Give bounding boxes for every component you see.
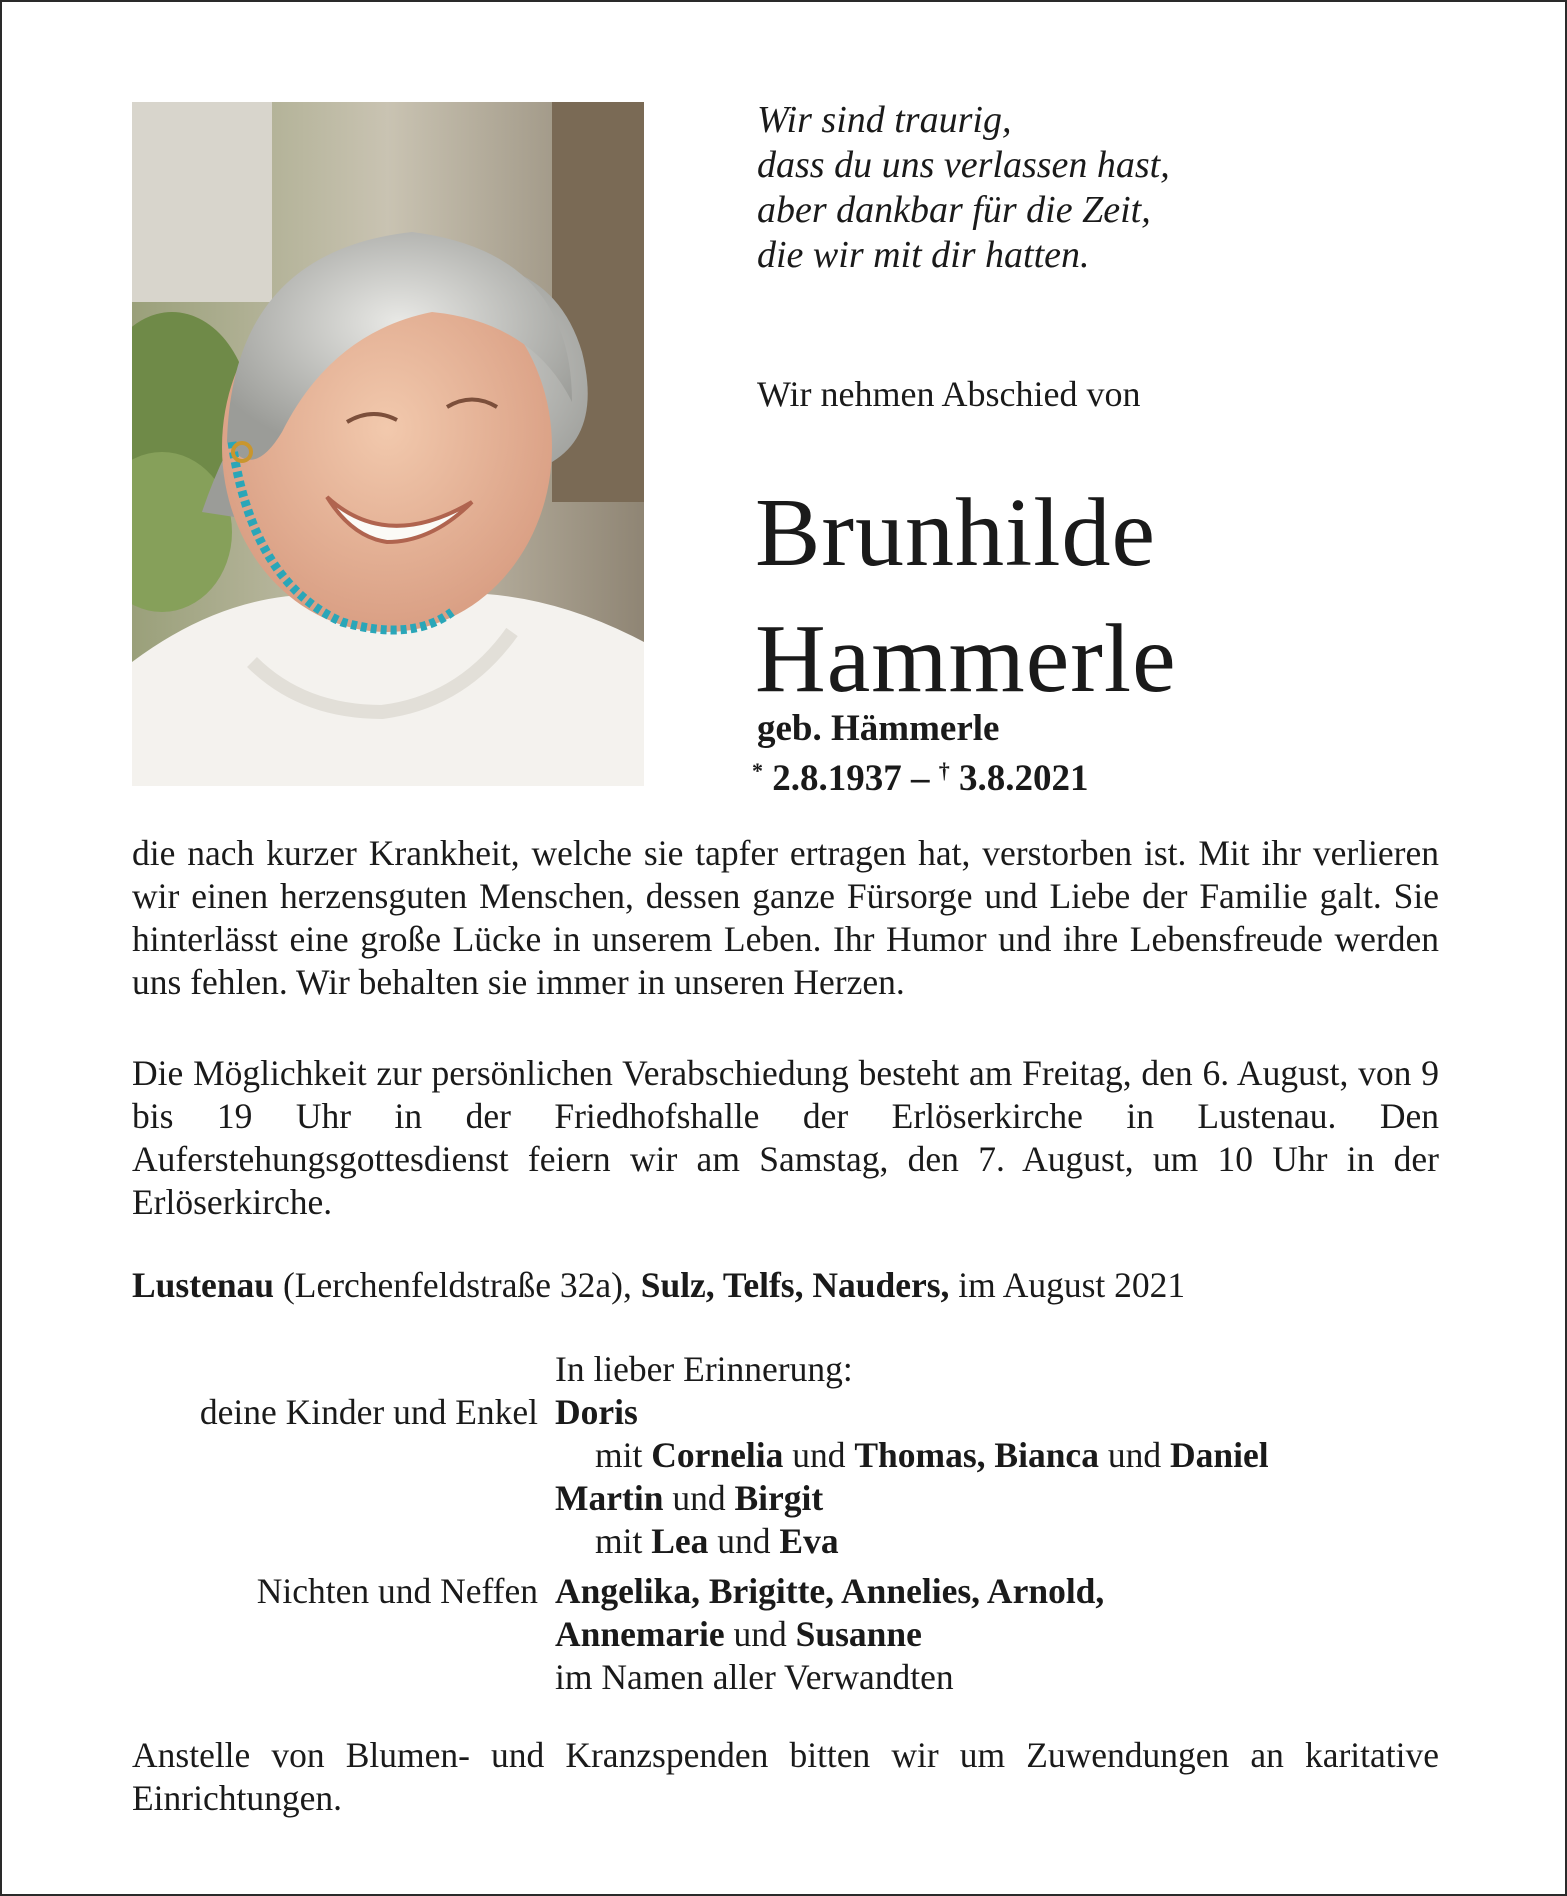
memorial-quote bbox=[757, 98, 1170, 278]
signature-heading: In lieber Erinnerung: bbox=[555, 1349, 853, 1389]
name: Annemarie bbox=[555, 1614, 725, 1654]
name: Lea bbox=[651, 1521, 709, 1561]
quote-line: die wir mit dir hatten. bbox=[757, 234, 1090, 276]
place-and-date bbox=[132, 1264, 1185, 1307]
conjunction: mit bbox=[595, 1435, 652, 1475]
farewell-details-paragraph: Die Möglichkeit zur persönlichen Verabschiedung besteht am Freitag, den 6. August, von 9 bis 19 Uhr in der Friedhofshalle der Erlöserkirche in Lustenau. Den Auferstehungsgottesdienst feiern wir am Samstag, den 7. August, um 10 Uhr in der Erlöserkirche. bbox=[132, 1053, 1439, 1222]
donation-request: Anstelle von Blumen- und Kranzspenden bitten wir um Zuwendungen an karitative Einrichtungen. bbox=[132, 1735, 1439, 1818]
farewell-intro: Wir nehmen Abschied von bbox=[757, 374, 1141, 414]
name: Daniel bbox=[1169, 1435, 1269, 1475]
address: (Lerchenfeldstraße 32a), bbox=[274, 1265, 641, 1305]
signature-line bbox=[555, 1570, 1104, 1613]
date-line: im August 2021 bbox=[949, 1265, 1186, 1305]
portrait-photo bbox=[132, 102, 644, 786]
conjunction: und bbox=[1098, 1435, 1170, 1475]
name: Thomas, Bianca bbox=[854, 1435, 1099, 1475]
quote-line: Wir sind traurig, bbox=[757, 99, 1012, 141]
signature-line bbox=[555, 1391, 638, 1434]
nieces-label: Nichten und Neffen bbox=[256, 1571, 538, 1611]
name: Doris bbox=[555, 1392, 638, 1432]
signature-line bbox=[555, 1613, 922, 1656]
name: Eva bbox=[779, 1521, 839, 1561]
deceased-name bbox=[755, 470, 1177, 722]
name: Birgit bbox=[734, 1478, 824, 1518]
death-symbol: † bbox=[938, 758, 950, 783]
conjunction: und bbox=[724, 1614, 796, 1654]
signature-line bbox=[595, 1520, 839, 1563]
town: Lustenau bbox=[132, 1265, 275, 1305]
birth-symbol: * bbox=[752, 758, 763, 783]
first-name: Brunhilde bbox=[755, 479, 1156, 587]
quote-line: dass du uns verlassen hast, bbox=[757, 144, 1170, 186]
conjunction: und bbox=[783, 1435, 855, 1475]
children-label: deine Kinder und Enkel bbox=[199, 1392, 538, 1432]
other-towns: Sulz, Telfs, Nauders, bbox=[640, 1265, 950, 1305]
birth-date: 2.8.1937 bbox=[772, 758, 902, 799]
name: Martin bbox=[555, 1478, 664, 1518]
signature-line bbox=[595, 1434, 1269, 1477]
life-dates bbox=[752, 750, 1089, 800]
obituary-paragraph: die nach kurzer Krankheit, welche sie tapfer ertragen hat, verstorben ist. Mit ihr verlieren wir einen herzensguten Menschen, dessen ganze Fürsorge und Liebe der Familie galt. Sie hinterlässt eine große Lücke in unserem Leben. Ihr Humor und ihre Lebensfreude werden uns fehlen. Wir behalten sie immer in unseren Herzen. bbox=[132, 833, 1439, 1002]
date-dash: – bbox=[911, 758, 930, 799]
conjunction: und bbox=[708, 1521, 780, 1561]
name: Cornelia bbox=[651, 1435, 784, 1475]
birth-name: geb. Hämmerle bbox=[757, 708, 1000, 749]
death-date: 3.8.2021 bbox=[959, 758, 1089, 799]
conjunction: und bbox=[663, 1478, 735, 1518]
name: Angelika, Brigitte, Annelies, Arnold, bbox=[555, 1571, 1105, 1611]
last-name: Hammerle bbox=[755, 605, 1177, 713]
signature-line bbox=[555, 1477, 823, 1520]
quote-line: aber dankbar für die Zeit, bbox=[757, 189, 1151, 231]
name: Susanne bbox=[795, 1614, 922, 1654]
relatives-line: im Namen aller Verwandten bbox=[555, 1657, 954, 1697]
conjunction: mit bbox=[595, 1521, 652, 1561]
